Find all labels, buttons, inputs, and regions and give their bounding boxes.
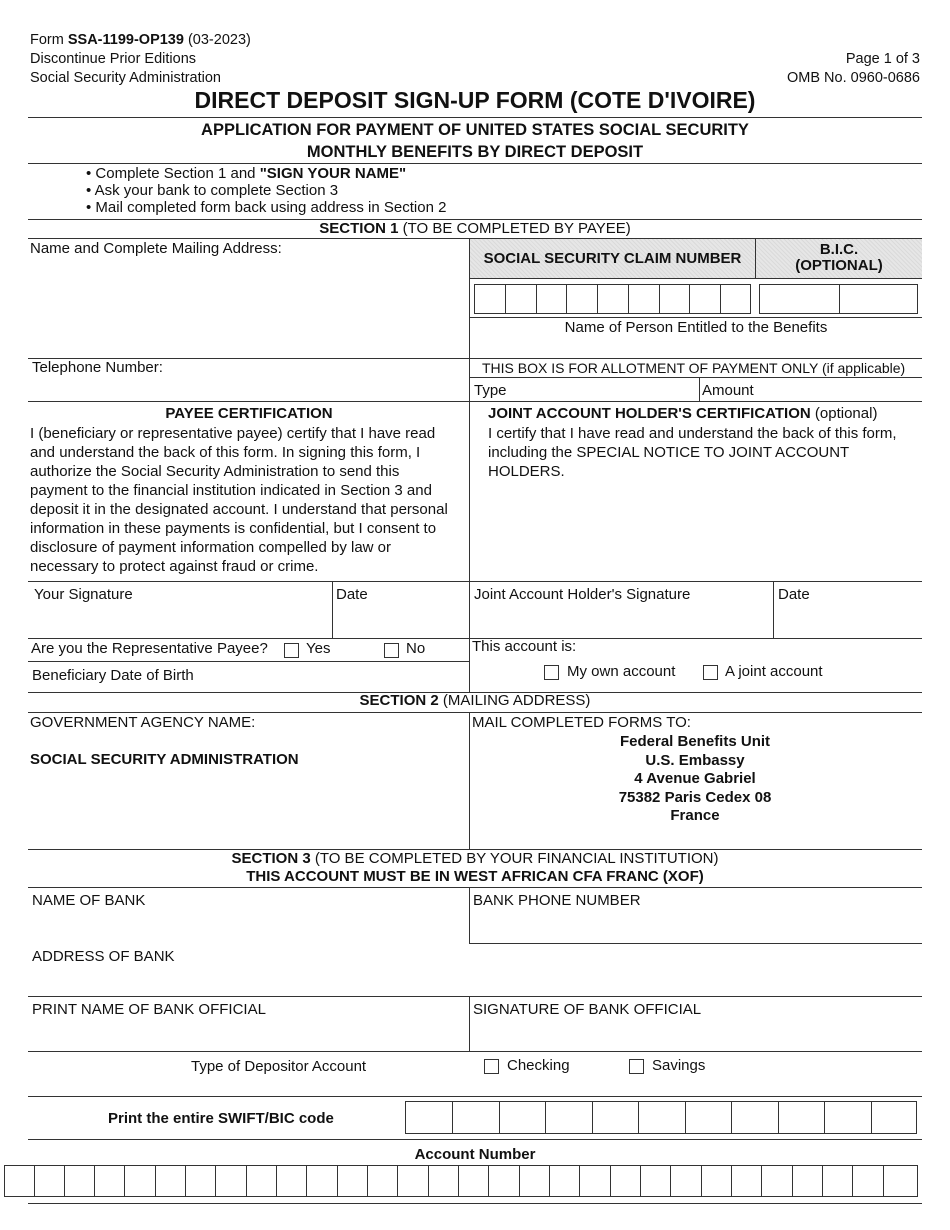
bank-official-name-field[interactable] — [30, 1021, 466, 1049]
bank-phone-field[interactable] — [472, 912, 920, 942]
your-signature-label: Your Signature — [34, 586, 133, 603]
address-line: 4 Avenue Gabriel — [634, 770, 756, 787]
instruction-item: • Mail completed form back using address in Section 2 — [86, 199, 447, 216]
joint-date-field[interactable] — [776, 606, 920, 636]
payee-certification-text: I (beneficiary or representative payee) certify that I have read and understand the back of this form. In signing this form, I authorize the Social Security Administration to send this payment to the financial institution indicated in Section 3 and deposit it in the designated account. I understand that personal information in these payments is confidential, but I consent to disclosure of payment information compelled by law or necessary to protect against fraud or crime. — [30, 425, 448, 575]
bank-name-label: NAME OF BANK — [32, 892, 146, 909]
address-line: 75382 Paris Cedex 08 — [618, 788, 772, 806]
signature-date-label: Date — [336, 586, 368, 603]
swift-label: Print the entire SWIFT/BIC code — [108, 1110, 334, 1127]
allotment-amount-field[interactable] — [760, 380, 920, 400]
account-number-label: Account Number — [414, 1146, 536, 1163]
mail-to-label: MAIL COMPLETED FORMS TO: — [472, 714, 691, 731]
bank-official-signature-field[interactable] — [472, 1021, 920, 1049]
mailing-address — [600, 733, 790, 826]
omb-number: OMB No. 0960-0686 — [787, 70, 920, 86]
joint-certification-title: JOINT ACCOUNT HOLDER'S CERTIFICATION (optional) — [488, 405, 878, 422]
section3-heading: SECTION 3 (TO BE COMPLETED BY YOUR FINANCIAL INSTITUTION) THIS ACCOUNT MUST BE IN WEST AFRICAN CFA FRANC (XOF) — [0, 850, 950, 886]
signature-date-field[interactable] — [334, 606, 466, 636]
rep-payee-no-checkbox[interactable] — [384, 643, 399, 658]
rep-payee-question: Are you the Representative Payee? — [31, 640, 268, 657]
rep-payee-no-label: No — [406, 640, 426, 657]
mailing-address-field[interactable] — [30, 258, 466, 358]
form-identifier-block — [30, 31, 251, 88]
bank-phone-label: BANK PHONE NUMBER — [473, 892, 641, 909]
agency-name: Social Security Administration — [30, 70, 221, 86]
address-line: France — [670, 807, 720, 824]
bank-official-name-label: PRINT NAME OF BANK OFFICIAL — [32, 1001, 266, 1018]
beneficiary-dob-label: Beneficiary Date of Birth — [32, 667, 194, 684]
your-signature-field[interactable] — [30, 606, 330, 636]
page-number: Page 1 of 3 — [845, 51, 920, 67]
section1-heading: SECTION 1 (TO BE COMPLETED BY PAYEE) — [319, 220, 631, 237]
discontinue-note: Discontinue Prior Editions — [30, 51, 197, 67]
instruction-item: • Ask your bank to complete Section 3 — [86, 182, 339, 199]
bank-address-field[interactable] — [30, 968, 920, 994]
bank-name-field[interactable] — [30, 912, 466, 942]
checking-checkbox[interactable] — [484, 1059, 499, 1074]
joint-date-label: Date — [778, 586, 810, 603]
mailing-address-label: Name and Complete Mailing Address: — [30, 240, 282, 257]
gov-agency-value: SOCIAL SECURITY ADMINISTRATION — [30, 751, 299, 768]
form-number: Form SSA-1199-OP139 (03-2023) — [30, 32, 251, 48]
checking-label: Checking — [507, 1057, 570, 1074]
ssn-input-grid[interactable] — [474, 284, 751, 314]
bic-label: B.I.C. (OPTIONAL) — [795, 241, 883, 274]
joint-account-checkbox[interactable] — [703, 665, 718, 680]
section2-heading: SECTION 2 (MAILING ADDRESS) — [359, 692, 591, 709]
address-line: Federal Benefits Unit — [619, 733, 771, 750]
form-title: DIRECT DEPOSIT SIGN-UP FORM (COTE D'IVOIRE) — [194, 87, 756, 113]
payee-certification-title: PAYEE CERTIFICATION — [165, 405, 333, 422]
form-subtitle: APPLICATION FOR PAYMENT OF UNITED STATES SOCIAL SECURITY MONTHLY BENEFITS BY DIRECT DEPOSIT — [201, 121, 749, 161]
bic-input-grid[interactable] — [759, 284, 918, 314]
instructions-list — [86, 165, 446, 216]
savings-label: Savings — [652, 1057, 706, 1074]
account-number-grid[interactable] — [4, 1165, 918, 1197]
this-account-label: This account is: — [472, 638, 577, 655]
person-entitled-label: Name of Person Entitled to the Benefits — [564, 319, 828, 336]
allotment-label: THIS BOX IS FOR ALLOTMENT OF PAYMENT ONLY (if applicable) — [482, 360, 906, 376]
currency-note: THIS ACCOUNT MUST BE IN WEST AFRICAN CFA FRANC (XOF) — [246, 868, 704, 885]
own-account-checkbox[interactable] — [544, 665, 559, 680]
address-line: U.S. Embassy — [645, 751, 745, 769]
bank-address-label: ADDRESS OF BANK — [32, 948, 175, 965]
allotment-type-label: Type — [474, 382, 507, 399]
beneficiary-dob-field[interactable] — [210, 665, 465, 687]
bank-official-signature-label: SIGNATURE OF BANK OFFICIAL — [473, 1001, 702, 1018]
joint-signature-field[interactable] — [472, 606, 770, 636]
rep-payee-yes-checkbox[interactable] — [284, 643, 299, 658]
telephone-field[interactable] — [170, 359, 465, 379]
instruction-item: • Complete Section 1 and "SIGN YOUR NAME" — [86, 165, 407, 182]
telephone-label: Telephone Number: — [32, 359, 163, 376]
allotment-amount-label: Amount — [702, 382, 754, 399]
rep-payee-yes-label: Yes — [306, 640, 331, 657]
own-account-label: My own account — [567, 663, 676, 680]
gov-agency-label: GOVERNMENT AGENCY NAME: — [30, 714, 256, 731]
joint-signature-label: Joint Account Holder's Signature — [474, 586, 691, 603]
savings-checkbox[interactable] — [629, 1059, 644, 1074]
joint-account-label: A joint account — [725, 663, 823, 680]
ssn-label: SOCIAL SECURITY CLAIM NUMBER — [483, 250, 742, 267]
page-info-block — [787, 50, 920, 88]
allotment-type-field[interactable] — [510, 380, 698, 400]
swift-input-grid[interactable] — [405, 1101, 917, 1134]
depositor-type-label: Type of Depositor Account — [191, 1058, 367, 1075]
joint-certification-text: I certify that I have read and understand the back of this form, including the SPECIAL NOTICE TO JOINT ACCOUNT HOLDERS. — [488, 425, 897, 480]
